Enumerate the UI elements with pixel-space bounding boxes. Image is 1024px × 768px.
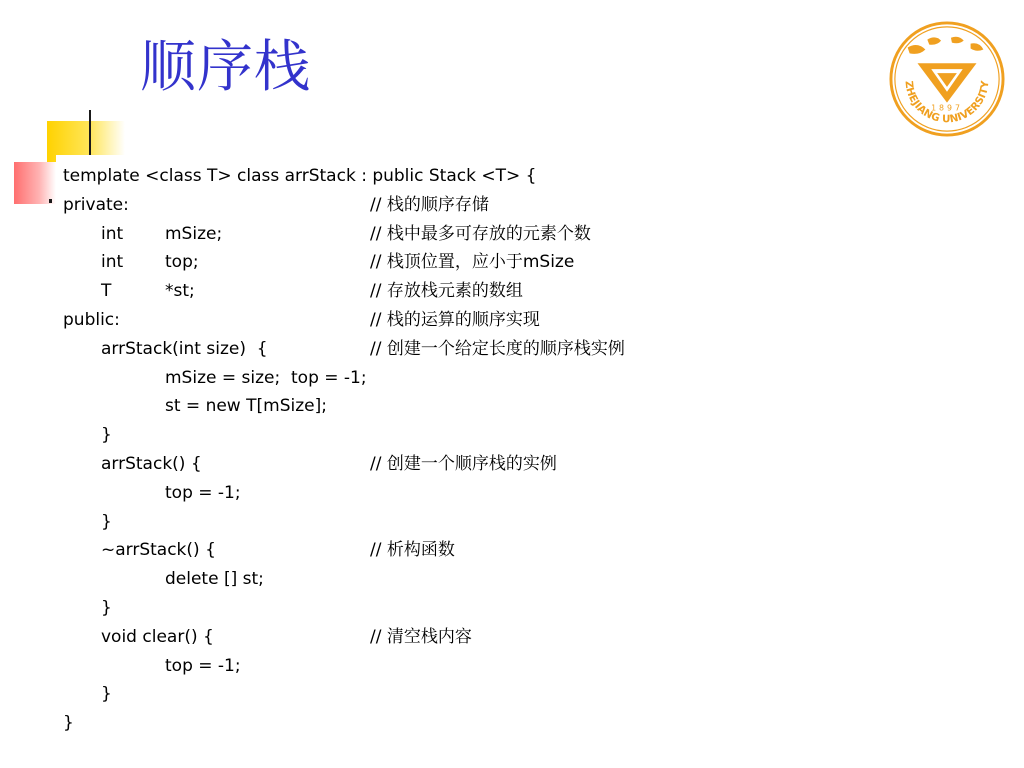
code-comment: // 栈的顺序存储 xyxy=(370,194,489,215)
code-text: ~arrStack() { xyxy=(101,540,216,561)
code-comment: // 栈中最多可存放的元素个数 xyxy=(370,223,591,244)
code-text: } xyxy=(101,598,112,618)
code-text: T xyxy=(101,281,112,302)
code-comment: // 清空栈内容 xyxy=(370,626,472,647)
code-text: } xyxy=(101,425,112,446)
accent-divider-line xyxy=(89,110,91,156)
code-line xyxy=(56,479,736,507)
code-text: void clear() { xyxy=(101,626,214,647)
slide-title: 顺序栈 xyxy=(140,35,311,100)
code-line xyxy=(56,364,736,392)
code-line xyxy=(56,248,736,276)
code-text: st = new T[mSize]; xyxy=(165,396,327,417)
code-comment: // 存放栈元素的数组 xyxy=(370,281,523,302)
code-text: top = -1; xyxy=(165,655,241,676)
code-line xyxy=(56,652,736,680)
code-line xyxy=(56,680,736,708)
code-text: int xyxy=(101,223,124,244)
code-block xyxy=(56,155,736,745)
code-line xyxy=(56,162,736,190)
code-text: } xyxy=(63,713,74,734)
code-text: public: xyxy=(63,310,120,330)
zhejiang-university-logo xyxy=(888,20,1006,138)
code-text: int xyxy=(101,252,124,273)
code-text: private: xyxy=(63,194,129,215)
code-text: top = -1; xyxy=(165,482,241,503)
code-comment: // 创建一个顺序栈的实例 xyxy=(370,454,557,474)
code-comment: // 析构函数 xyxy=(370,540,455,561)
code-text: delete [] st; xyxy=(165,569,264,590)
code-text: mSize = size; top = -1; xyxy=(165,367,367,388)
code-comment: // 创建一个给定长度的顺序栈实例 xyxy=(370,338,625,359)
code-text: mSize; xyxy=(165,223,223,244)
code-comment: // 栈顶位置，应小于mSize xyxy=(370,252,575,273)
red-accent-block xyxy=(14,162,56,204)
code-line xyxy=(56,623,736,651)
bullet-dot xyxy=(49,199,52,203)
code-line xyxy=(56,277,736,305)
code-line xyxy=(56,450,736,478)
code-comment: // 栈的运算的顺序实现 xyxy=(370,310,540,330)
code-line xyxy=(56,594,736,622)
code-line xyxy=(56,306,736,334)
code-text: top; xyxy=(165,252,199,273)
code-line xyxy=(56,536,736,564)
code-text: arrStack() { xyxy=(101,454,202,474)
logo-year: 1897 xyxy=(931,103,963,113)
code-text: *st; xyxy=(165,281,195,302)
code-line xyxy=(56,421,736,449)
code-line xyxy=(56,709,736,737)
code-text: arrStack(int size) { xyxy=(101,338,268,359)
code-line xyxy=(56,335,736,363)
code-text: } xyxy=(101,511,112,532)
code-text: template <class T> class arrStack : public Stack <T> { xyxy=(63,166,537,186)
code-text: } xyxy=(101,684,112,705)
code-line xyxy=(56,508,736,536)
code-line xyxy=(56,191,736,219)
code-line xyxy=(56,392,736,420)
logo-university-name: ZHEJIANG UNIVERSITY xyxy=(902,80,992,126)
code-line xyxy=(56,565,736,593)
code-line xyxy=(56,220,736,248)
